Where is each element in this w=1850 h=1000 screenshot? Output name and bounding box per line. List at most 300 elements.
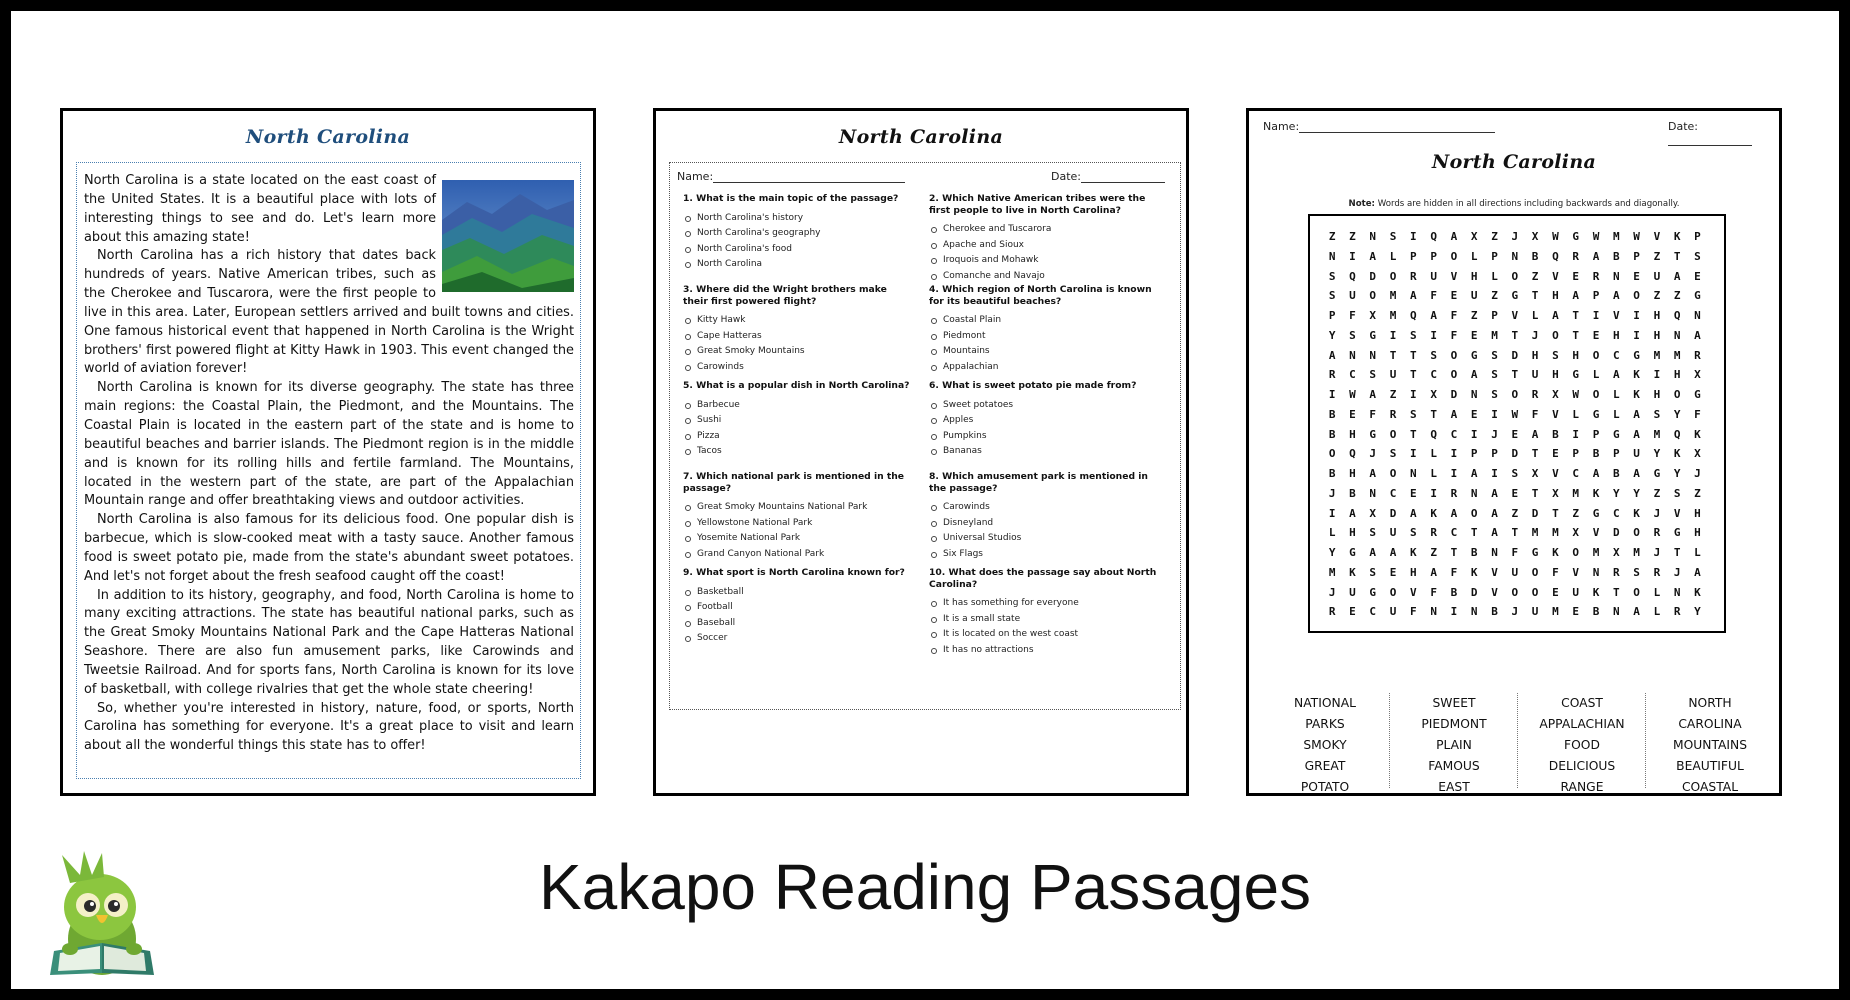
grid-letter[interactable]: A [1349,506,1356,520]
grid-letter[interactable]: H [1694,526,1701,540]
grid-letter[interactable]: Q [1552,249,1559,263]
grid-letter[interactable]: U [1430,269,1437,283]
grid-letter[interactable]: I [1410,388,1417,401]
grid-letter[interactable]: N [1612,605,1620,619]
grid-letter[interactable]: F [1369,407,1377,421]
grid-letter[interactable]: K [1470,565,1478,579]
grid-letter[interactable]: M [1552,605,1559,619]
grid-letter[interactable]: I [1410,447,1417,461]
grid-letter[interactable]: O [1531,585,1539,599]
grid-letter[interactable]: B [1612,467,1620,480]
grid-letter[interactable]: S [1491,348,1498,362]
grid-letter[interactable]: T [1430,407,1437,421]
grid-letter[interactable]: R [1612,565,1620,579]
grid-letter[interactable]: M [1531,526,1539,540]
grid-letter[interactable]: I [1491,467,1498,480]
grid-letter[interactable]: O [1389,269,1397,283]
grid-letter[interactable]: N [1673,585,1681,599]
answer-option[interactable]: Six Flags [929,547,1159,563]
grid-letter[interactable]: A [1369,546,1377,559]
grid-letter[interactable]: I [1572,427,1580,441]
grid-letter[interactable]: M [1389,289,1397,303]
grid-letter[interactable]: O [1552,328,1559,342]
grid-letter[interactable]: N [1673,328,1681,342]
grid-letter[interactable]: A [1410,289,1417,303]
grid-letter[interactable]: L [1531,309,1539,322]
grid-letter[interactable]: S [1633,565,1640,579]
grid-letter[interactable]: S [1369,526,1377,540]
grid-letter[interactable]: M [1653,427,1661,441]
answer-option[interactable]: Baseball [683,616,913,632]
grid-letter[interactable]: F [1552,565,1559,579]
grid-letter[interactable]: Z [1531,269,1539,283]
grid-letter[interactable]: Y [1633,486,1640,500]
grid-letter[interactable]: V [1450,269,1458,283]
grid-letter[interactable]: N [1328,249,1336,263]
grid-letter[interactable]: R [1673,605,1681,619]
answer-option[interactable]: It is located on the west coast [929,627,1159,643]
grid-letter[interactable]: U [1572,585,1580,599]
grid-letter[interactable]: Q [1673,427,1681,441]
grid-letter[interactable]: O [1470,506,1478,520]
grid-letter[interactable]: F [1511,546,1519,559]
grid-letter[interactable]: H [1552,289,1559,303]
grid-letter[interactable]: U [1531,605,1539,619]
grid-letter[interactable]: I [1328,506,1336,520]
grid-letter[interactable]: A [1612,289,1620,303]
grid-letter[interactable]: F [1430,585,1437,599]
grid-letter[interactable]: L [1430,447,1437,461]
grid-letter[interactable]: A [1633,467,1640,480]
grid-letter[interactable]: S [1369,368,1377,382]
grid-letter[interactable]: E [1450,289,1458,303]
grid-letter[interactable]: K [1592,585,1600,599]
grid-letter[interactable]: I [1430,486,1437,500]
grid-letter[interactable]: A [1470,368,1478,382]
answer-option[interactable]: North Carolina's history [683,211,913,227]
grid-letter[interactable]: A [1592,249,1600,263]
grid-letter[interactable]: X [1572,526,1580,540]
grid-letter[interactable]: U [1349,289,1356,303]
grid-letter[interactable]: U [1531,368,1539,382]
grid-letter[interactable]: S [1491,368,1498,382]
answer-option[interactable]: Coastal Plain [929,313,1159,329]
grid-letter[interactable]: Z [1470,309,1478,322]
grid-letter[interactable]: H [1653,388,1661,401]
grid-letter[interactable]: E [1592,328,1600,342]
grid-letter[interactable]: T [1511,368,1519,382]
grid-letter[interactable]: L [1653,605,1661,619]
grid-letter[interactable]: X [1552,388,1559,401]
grid-letter[interactable]: V [1410,585,1417,599]
grid-letter[interactable]: N [1694,309,1701,322]
grid-letter[interactable]: T [1511,526,1519,540]
grid-letter[interactable]: T [1531,486,1539,500]
grid-letter[interactable]: R [1328,605,1336,619]
grid-letter[interactable]: J [1511,230,1519,243]
grid-letter[interactable]: O [1633,585,1640,599]
grid-letter[interactable]: E [1694,269,1701,283]
grid-letter[interactable]: M [1389,309,1397,322]
grid-letter[interactable]: N [1369,230,1377,243]
grid-letter[interactable]: I [1450,605,1458,619]
answer-option[interactable]: Barbecue [683,398,913,414]
grid-letter[interactable]: G [1653,467,1661,480]
grid-letter[interactable]: X [1694,368,1701,382]
grid-letter[interactable]: F [1450,328,1458,342]
grid-letter[interactable]: T [1673,249,1681,263]
grid-letter[interactable]: V [1592,526,1600,540]
grid-letter[interactable]: G [1572,230,1580,243]
answer-option[interactable]: It has no attractions [929,643,1159,659]
grid-letter[interactable]: L [1430,467,1437,480]
grid-letter[interactable]: Y [1328,546,1336,559]
grid-letter[interactable]: Z [1328,230,1336,243]
grid-letter[interactable]: E [1572,269,1580,283]
name-line[interactable] [713,170,905,183]
grid-letter[interactable]: W [1511,407,1519,421]
grid-letter[interactable]: E [1552,585,1559,599]
grid-letter[interactable]: T [1572,328,1580,342]
grid-letter[interactable]: H [1552,368,1559,382]
grid-letter[interactable]: G [1369,427,1377,441]
answer-option[interactable]: Carowinds [683,360,913,376]
answer-option[interactable]: Iroquois and Mohawk [929,253,1159,269]
grid-letter[interactable]: L [1491,269,1498,283]
answer-option[interactable]: Mountains [929,344,1159,360]
grid-letter[interactable]: F [1531,407,1539,421]
grid-letter[interactable]: H [1612,328,1620,342]
grid-letter[interactable]: O [1389,467,1397,480]
grid-letter[interactable]: H [1349,427,1356,441]
grid-letter[interactable]: F [1450,309,1458,322]
grid-letter[interactable]: N [1349,348,1356,362]
grid-letter[interactable]: I [1410,230,1417,243]
grid-letter[interactable]: D [1389,506,1397,520]
grid-letter[interactable]: W [1552,230,1559,243]
grid-letter[interactable]: Z [1572,506,1580,520]
grid-letter[interactable]: O [1328,447,1336,461]
answer-option[interactable]: Carowinds [929,500,1159,516]
grid-letter[interactable]: V [1552,269,1559,283]
grid-letter[interactable]: N [1491,546,1498,559]
grid-letter[interactable]: Z [1349,230,1356,243]
grid-letter[interactable]: J [1511,605,1519,619]
grid-letter[interactable]: Y [1673,407,1681,421]
grid-letter[interactable]: C [1612,348,1620,362]
grid-letter[interactable]: E [1572,605,1580,619]
grid-letter[interactable]: M [1328,565,1336,579]
grid-letter[interactable]: K [1349,565,1356,579]
name-line[interactable] [1299,120,1495,133]
grid-letter[interactable]: A [1491,486,1498,500]
answer-option[interactable]: Great Smoky Mountains National Park [683,500,913,516]
grid-letter[interactable]: M [1633,546,1640,559]
grid-letter[interactable]: N [1410,467,1417,480]
grid-letter[interactable]: I [1470,427,1478,441]
grid-letter[interactable]: Y [1673,467,1681,480]
grid-letter[interactable]: P [1491,309,1498,322]
grid-letter[interactable]: N [1511,249,1519,263]
grid-letter[interactable]: X [1612,546,1620,559]
grid-letter[interactable]: A [1470,467,1478,480]
grid-letter[interactable]: V [1653,230,1661,243]
grid-letter[interactable]: G [1511,289,1519,303]
answer-option[interactable]: Cherokee and Tuscarora [929,222,1159,238]
grid-letter[interactable]: N [1369,486,1377,500]
grid-letter[interactable]: A [1612,368,1620,382]
grid-letter[interactable]: P [1410,249,1417,263]
grid-letter[interactable]: F [1430,289,1437,303]
grid-letter[interactable]: U [1389,368,1397,382]
grid-letter[interactable]: O [1592,388,1600,401]
grid-letter[interactable]: P [1430,249,1437,263]
grid-letter[interactable]: H [1653,328,1661,342]
answer-option[interactable]: Pizza [683,429,913,445]
grid-letter[interactable]: S [1673,486,1681,500]
grid-letter[interactable]: I [1633,328,1640,342]
grid-letter[interactable]: A [1552,309,1559,322]
grid-letter[interactable]: V [1491,565,1498,579]
grid-letter[interactable]: B [1328,467,1336,480]
grid-letter[interactable]: R [1653,526,1661,540]
grid-letter[interactable]: N [1612,269,1620,283]
grid-letter[interactable]: K [1552,546,1559,559]
grid-letter[interactable]: S [1410,407,1417,421]
grid-letter[interactable]: P [1694,230,1701,243]
grid-letter[interactable]: B [1592,447,1600,461]
grid-letter[interactable]: H [1470,269,1478,283]
grid-letter[interactable]: C [1430,368,1437,382]
grid-letter[interactable]: K [1592,486,1600,500]
grid-letter[interactable]: L [1694,546,1701,559]
grid-letter[interactable]: U [1349,585,1356,599]
grid-letter[interactable]: D [1369,269,1377,283]
grid-letter[interactable]: R [1531,388,1539,401]
answer-option[interactable]: It has something for everyone [929,596,1159,612]
grid-letter[interactable]: G [1694,388,1701,401]
grid-letter[interactable]: A [1491,526,1498,540]
grid-letter[interactable]: S [1349,328,1356,342]
grid-letter[interactable]: L [1470,249,1478,263]
grid-letter[interactable]: O [1369,289,1377,303]
grid-letter[interactable]: O [1450,348,1458,362]
grid-letter[interactable]: L [1389,249,1397,263]
grid-letter[interactable]: S [1389,447,1397,461]
grid-letter[interactable]: E [1349,407,1356,421]
grid-letter[interactable]: B [1491,605,1498,619]
grid-letter[interactable]: I [1633,309,1640,322]
grid-letter[interactable]: Z [1389,388,1397,401]
grid-letter[interactable]: H [1673,368,1681,382]
grid-letter[interactable]: A [1633,407,1640,421]
grid-letter[interactable]: M [1552,526,1559,540]
grid-letter[interactable]: G [1673,526,1681,540]
grid-letter[interactable]: G [1349,546,1356,559]
grid-letter[interactable]: K [1633,388,1640,401]
grid-letter[interactable]: J [1328,486,1336,500]
grid-letter[interactable]: I [1491,407,1498,421]
grid-letter[interactable]: Q [1673,309,1681,322]
answer-option[interactable]: Basketball [683,585,913,601]
grid-letter[interactable]: P [1633,249,1640,263]
grid-letter[interactable]: G [1592,407,1600,421]
grid-letter[interactable]: K [1633,368,1640,382]
grid-letter[interactable]: D [1612,526,1620,540]
grid-letter[interactable]: N [1369,348,1377,362]
grid-letter[interactable]: R [1389,407,1397,421]
grid-letter[interactable]: T [1410,427,1417,441]
grid-letter[interactable]: A [1328,348,1336,362]
grid-letter[interactable]: M [1572,486,1580,500]
grid-letter[interactable]: H [1531,348,1539,362]
grid-letter[interactable]: Q [1430,230,1437,243]
grid-letter[interactable]: D [1450,388,1458,401]
grid-letter[interactable]: L [1592,368,1600,382]
grid-letter[interactable]: T [1612,585,1620,599]
grid-letter[interactable]: T [1531,447,1539,461]
grid-letter[interactable]: G [1572,368,1580,382]
grid-letter[interactable]: X [1694,447,1701,461]
grid-letter[interactable]: D [1531,506,1539,520]
grid-letter[interactable]: H [1653,309,1661,322]
grid-letter[interactable]: W [1572,388,1580,401]
grid-letter[interactable]: X [1552,486,1559,500]
answer-option[interactable]: Comanche and Navajo [929,269,1159,285]
grid-letter[interactable]: V [1552,407,1559,421]
grid-letter[interactable]: Z [1511,506,1519,520]
grid-letter[interactable]: E [1470,407,1478,421]
grid-letter[interactable]: N [1430,605,1437,619]
grid-letter[interactable]: G [1612,427,1620,441]
answer-option[interactable]: North Carolina [683,257,913,273]
grid-letter[interactable]: K [1430,506,1437,520]
grid-letter[interactable]: S [1410,526,1417,540]
grid-letter[interactable]: P [1470,447,1478,461]
answer-option[interactable]: Cape Hatteras [683,329,913,345]
grid-letter[interactable]: S [1511,467,1519,480]
grid-letter[interactable]: B [1552,427,1559,441]
grid-letter[interactable]: B [1612,249,1620,263]
grid-letter[interactable]: C [1450,427,1458,441]
grid-letter[interactable]: J [1328,585,1336,599]
grid-letter[interactable]: U [1389,605,1397,619]
grid-letter[interactable]: B [1592,605,1600,619]
grid-letter[interactable]: G [1470,348,1478,362]
grid-letter[interactable]: W [1349,388,1356,401]
grid-letter[interactable]: Z [1673,289,1681,303]
answer-option[interactable]: Football [683,600,913,616]
grid-letter[interactable]: Z [1653,486,1661,500]
grid-letter[interactable]: M [1592,546,1600,559]
answer-option[interactable]: Pumpkins [929,429,1159,445]
grid-letter[interactable]: E [1349,605,1356,619]
grid-letter[interactable]: X [1430,388,1437,401]
grid-letter[interactable]: A [1369,467,1377,480]
grid-letter[interactable]: M [1491,328,1498,342]
grid-letter[interactable]: S [1552,348,1559,362]
grid-letter[interactable]: R [1592,269,1600,283]
grid-letter[interactable]: R [1653,565,1661,579]
grid-letter[interactable]: E [1410,486,1417,500]
grid-letter[interactable]: O [1633,289,1640,303]
answer-option[interactable]: Grand Canyon National Park [683,547,913,563]
grid-letter[interactable]: K [1673,447,1681,461]
grid-letter[interactable]: R [1694,348,1701,362]
grid-letter[interactable]: U [1389,526,1397,540]
grid-letter[interactable]: A [1369,249,1377,263]
date-line[interactable] [1081,170,1165,183]
grid-letter[interactable]: B [1328,407,1336,421]
grid-letter[interactable]: X [1369,309,1377,322]
grid-letter[interactable]: O [1633,526,1640,540]
grid-letter[interactable]: P [1592,289,1600,303]
grid-letter[interactable]: A [1572,289,1580,303]
grid-letter[interactable]: D [1511,348,1519,362]
grid-letter[interactable]: I [1592,309,1600,322]
grid-letter[interactable]: N [1470,486,1478,500]
grid-letter[interactable]: L [1612,388,1620,401]
grid-letter[interactable]: S [1328,289,1336,303]
grid-letter[interactable]: J [1673,565,1681,579]
grid-letter[interactable]: Y [1653,447,1661,461]
grid-letter[interactable]: U [1633,447,1640,461]
grid-letter[interactable]: E [1633,269,1640,283]
grid-letter[interactable]: T [1552,506,1559,520]
grid-letter[interactable]: T [1511,328,1519,342]
grid-letter[interactable]: J [1491,427,1498,441]
grid-letter[interactable]: A [1389,546,1397,559]
grid-letter[interactable]: O [1450,368,1458,382]
grid-letter[interactable]: O [1592,348,1600,362]
grid-letter[interactable]: P [1328,309,1336,322]
grid-letter[interactable]: T [1389,348,1397,362]
grid-letter[interactable]: O [1389,427,1397,441]
grid-letter[interactable]: G [1592,506,1600,520]
answer-option[interactable]: Soccer [683,631,913,647]
grid-letter[interactable]: N [1470,388,1478,401]
grid-letter[interactable]: V [1491,585,1498,599]
answer-option[interactable]: Sushi [683,413,913,429]
grid-letter[interactable]: G [1369,585,1377,599]
grid-letter[interactable]: Y [1612,486,1620,500]
grid-letter[interactable]: C [1572,467,1580,480]
grid-letter[interactable]: V [1612,309,1620,322]
grid-letter[interactable]: V [1572,565,1580,579]
answer-option[interactable]: Tacos [683,444,913,460]
grid-letter[interactable]: E [1389,565,1397,579]
grid-letter[interactable]: L [1653,585,1661,599]
answer-option[interactable]: Apples [929,413,1159,429]
grid-letter[interactable]: F [1349,309,1356,322]
grid-letter[interactable]: H [1572,348,1580,362]
grid-letter[interactable]: C [1389,486,1397,500]
answer-option[interactable]: Great Smoky Mountains [683,344,913,360]
grid-letter[interactable]: B [1470,546,1478,559]
grid-letter[interactable]: A [1531,427,1539,441]
grid-letter[interactable]: O [1673,388,1681,401]
grid-letter[interactable]: S [1653,407,1661,421]
grid-letter[interactable]: S [1389,230,1397,243]
grid-letter[interactable]: K [1410,546,1417,559]
grid-letter[interactable]: C [1369,605,1377,619]
grid-letter[interactable]: I [1328,388,1336,401]
grid-letter[interactable]: K [1673,230,1681,243]
answer-option[interactable]: Yellowstone National Park [683,516,913,532]
grid-letter[interactable]: O [1572,546,1580,559]
grid-letter[interactable]: A [1694,328,1701,342]
grid-letter[interactable]: P [1491,447,1498,461]
